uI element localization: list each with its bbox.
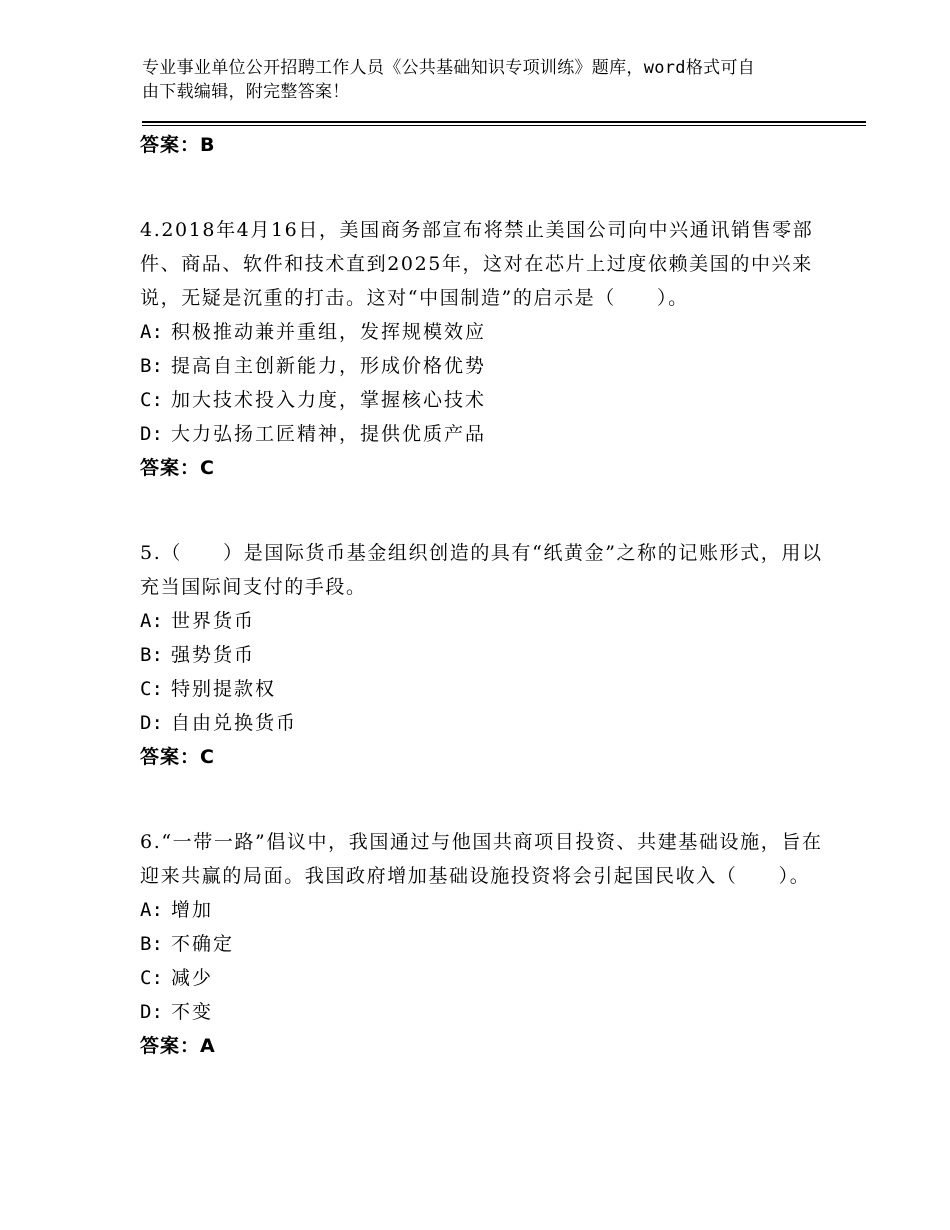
spacer bbox=[140, 485, 840, 536]
option-c bbox=[140, 672, 840, 706]
option-text: 加大技术投入力度，掌握核心技术 bbox=[170, 389, 486, 411]
option-key: D: bbox=[140, 1001, 163, 1023]
option-d bbox=[140, 706, 840, 740]
option-key: B: bbox=[140, 933, 163, 955]
header-line-1: 专业事业单位公开招聘工作人员《公共基础知识专项训练》题库，word格式可自 bbox=[142, 58, 756, 78]
header-rule-thin bbox=[142, 125, 866, 126]
question-4 bbox=[140, 213, 840, 485]
option-key: C: bbox=[140, 967, 163, 989]
option-key: B: bbox=[140, 644, 163, 666]
header-line-2: 由下载编辑，附完整答案！ bbox=[142, 82, 350, 102]
option-text: 减少 bbox=[170, 967, 213, 989]
question-stem: 6.“一带一路”倡议中，我国通过与他国共商项目投资、共建基础设施，旨在迎来共赢的局面。我国政府增加基础设施投资将会引起国民收入（ ）。 bbox=[140, 831, 823, 887]
previous-answer: 答案：B bbox=[140, 134, 216, 156]
answer: 答案：C bbox=[140, 457, 215, 479]
option-d bbox=[140, 417, 840, 451]
option-b bbox=[140, 927, 840, 961]
option-text: 不变 bbox=[170, 1001, 213, 1023]
answer: 答案：A bbox=[140, 1035, 216, 1057]
question-5 bbox=[140, 536, 840, 774]
option-a bbox=[140, 604, 840, 638]
option-text: 增加 bbox=[170, 899, 213, 921]
question-6 bbox=[140, 825, 840, 1063]
spacer bbox=[140, 162, 840, 213]
option-text: 世界货币 bbox=[170, 610, 255, 632]
option-b bbox=[140, 638, 840, 672]
option-text: 特别提款权 bbox=[170, 678, 276, 700]
option-key: A: bbox=[140, 321, 163, 343]
document-body bbox=[140, 128, 840, 1063]
option-text: 不确定 bbox=[170, 933, 234, 955]
option-text: 提高自主创新能力，形成价格优势 bbox=[170, 355, 486, 377]
page-header bbox=[142, 56, 822, 104]
option-a bbox=[140, 893, 840, 927]
option-text: 积极推动兼并重组，发挥规模效应 bbox=[170, 321, 486, 343]
question-stem: 4.2018年4月16日，美国商务部宣布将禁止美国公司向中兴通讯销售零部件、商品、软件和技术直到2025年，这对在芯片上过度依赖美国的中兴来说，无疑是沉重的打击。这对“中国制造”的启示是（ ）。 bbox=[140, 219, 814, 309]
option-c bbox=[140, 961, 840, 995]
option-key: B: bbox=[140, 355, 163, 377]
option-d bbox=[140, 995, 840, 1029]
option-key: C: bbox=[140, 678, 163, 700]
spacer bbox=[140, 774, 840, 825]
option-key: D: bbox=[140, 423, 163, 445]
option-key: C: bbox=[140, 389, 163, 411]
option-key: D: bbox=[140, 712, 163, 734]
option-text: 强势货币 bbox=[170, 644, 255, 666]
question-stem: 5.（ ）是国际货币基金组织创造的具有“纸黄金”之称的记账形式，用以充当国际间支付的手段。 bbox=[140, 542, 823, 598]
header-rule-thick bbox=[142, 121, 866, 123]
answer: 答案：C bbox=[140, 746, 215, 768]
option-b bbox=[140, 349, 840, 383]
option-a bbox=[140, 315, 840, 349]
option-c bbox=[140, 383, 840, 417]
option-key: A: bbox=[140, 899, 163, 921]
option-key: A: bbox=[140, 610, 163, 632]
option-text: 大力弘扬工匠精神，提供优质产品 bbox=[170, 423, 486, 445]
option-text: 自由兑换货币 bbox=[170, 712, 297, 734]
